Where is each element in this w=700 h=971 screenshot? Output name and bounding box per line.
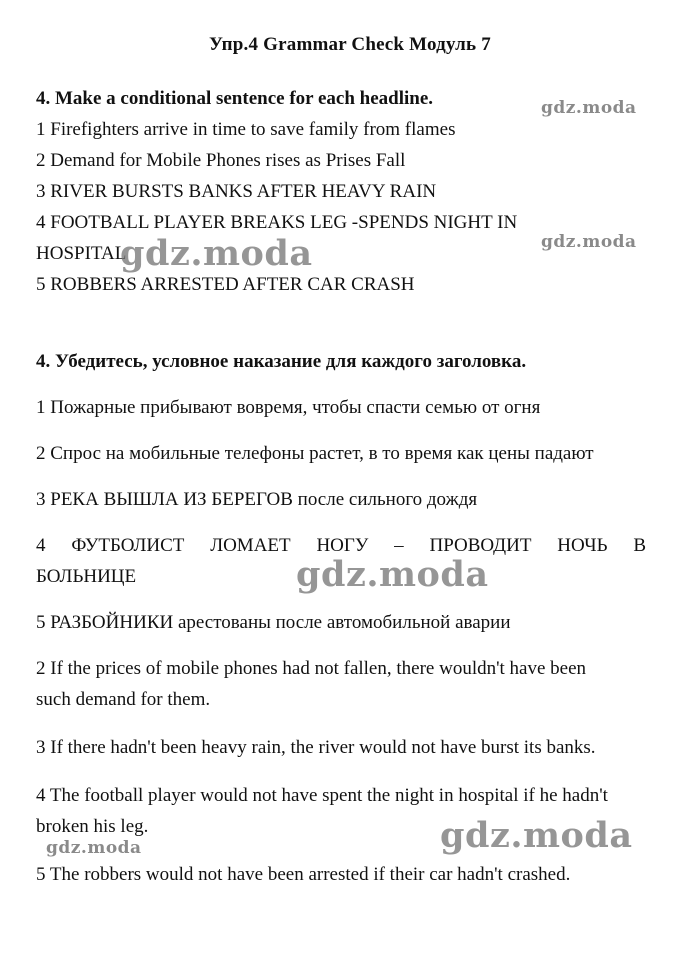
english-item-4: 4 FOOTBALL PLAYER BREAKS LEG -SPENDS NIGHT IN	[36, 212, 518, 233]
russian-item-2: 2 Спрос на мобильные телефоны растет, в то время как цены падают	[36, 443, 594, 464]
answer-3: 3 If there hadn't been heavy rain, the river would not have burst its banks.	[36, 737, 596, 758]
russian-item-3: 3 РЕКА ВЫШЛА ИЗ БЕРЕГОВ после сильного дождя	[36, 489, 478, 510]
english-task-heading: 4. Make a conditional sentence for each headline.	[36, 88, 434, 109]
answer-4-continued: broken his leg.	[36, 816, 149, 837]
watermark: gdz.moda	[541, 232, 637, 252]
watermark: gdz.moda	[440, 815, 633, 856]
russian-task-heading: 4. Убедитесь, условное наказание для каждого заголовка.	[36, 351, 527, 372]
english-item-4-continued: HOSPITAL	[36, 243, 127, 264]
answer-5: 5 The robbers would not have been arrested if their car hadn't crashed.	[36, 864, 571, 885]
russian-item-5: 5 РАЗБОЙНИКИ арестованы после автомобильной аварии	[36, 612, 511, 633]
answer-2-continued: such demand for them.	[36, 689, 211, 710]
page-title: Упр.4 Grammar Check Модуль 7	[209, 34, 491, 55]
watermark: gdz.moda	[46, 838, 142, 858]
english-item-1: 1 Firefighters arrive in time to save family from flames	[36, 119, 456, 140]
answer-4: 4 The football player would not have spent the night in hospital if he hadn't	[36, 785, 608, 806]
english-item-3: 3 RIVER BURSTS BANKS AFTER HEAVY RAIN	[36, 181, 437, 202]
russian-item-4: 4 ФУТБОЛИСТ ЛОМАЕТ НОГУ – ПРОВОДИТ НОЧЬ В	[36, 535, 646, 556]
english-item-5: 5 ROBBERS ARRESTED AFTER CAR CRASH	[36, 274, 415, 295]
russian-item-4-continued: БОЛЬНИЦЕ	[36, 566, 137, 587]
watermark: gdz.moda	[296, 554, 489, 595]
watermark: gdz.moda	[120, 233, 313, 274]
answer-2: 2 If the prices of mobile phones had not fallen, there wouldn't have been	[36, 658, 587, 679]
russian-item-1: 1 Пожарные прибывают вовремя, чтобы спасти семью от огня	[36, 397, 541, 418]
watermark: gdz.moda	[541, 98, 637, 118]
english-item-2: 2 Demand for Mobile Phones rises as Prises Fall	[36, 150, 406, 171]
